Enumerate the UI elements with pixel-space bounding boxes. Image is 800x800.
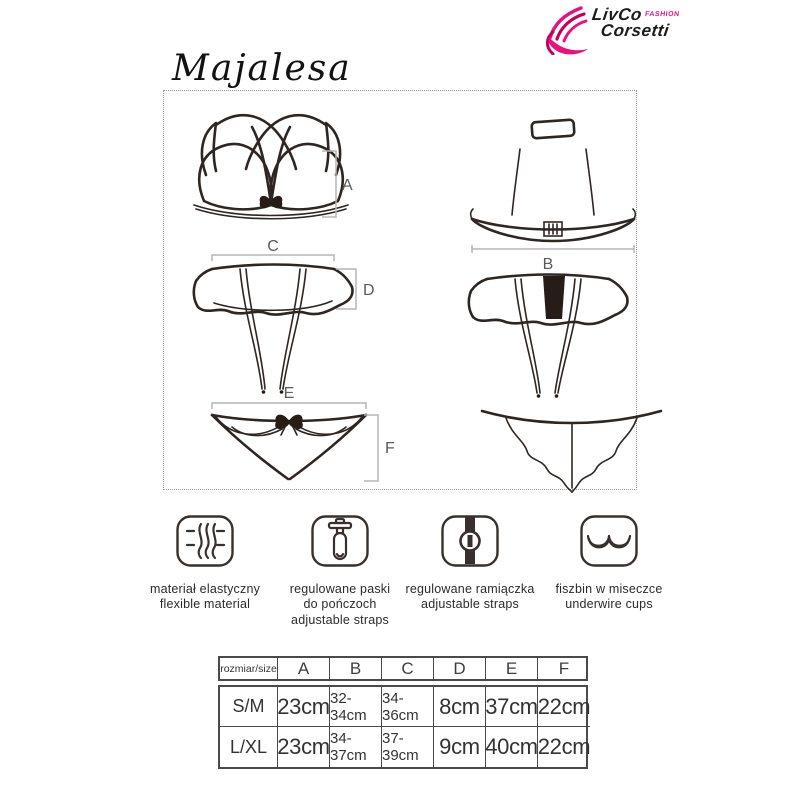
header-cell-c: C xyxy=(382,658,434,679)
row-lxl-f: 22cm xyxy=(537,734,591,759)
feature-caption-line: flexible material xyxy=(159,597,251,612)
size-table-header xyxy=(218,656,588,681)
brand-name-bottom: Corsetti xyxy=(599,21,671,40)
measure-label-f: F xyxy=(385,440,395,457)
feature-caption-line: fiszbin w miseczce xyxy=(555,582,663,596)
row-sm-f: 22cm xyxy=(538,687,590,727)
feature-caption-line: regulowane ramiączka xyxy=(405,582,535,596)
header-cell-d: D xyxy=(434,658,486,679)
feature-underwire-cups xyxy=(523,514,695,613)
header-cell-e: E xyxy=(486,658,538,679)
row-lxl-a: 23cm xyxy=(278,727,330,767)
panties-front-drawing xyxy=(186,385,401,491)
row-sm-c: 34-36cm xyxy=(382,687,434,727)
size-table xyxy=(218,656,591,769)
measure-label-e: E xyxy=(283,385,295,402)
feature-caption-line: adjustable straps xyxy=(291,612,389,627)
measure-label-a: A xyxy=(342,177,353,194)
header-cell-f: F xyxy=(558,658,570,678)
header-cell-b: B xyxy=(330,658,382,679)
size-table-body xyxy=(218,685,591,769)
row-sm-a: 23cm xyxy=(278,687,330,727)
bra-back-drawing xyxy=(464,115,644,271)
measure-label-b: B xyxy=(542,256,554,273)
row-lxl-b: 34-37cm xyxy=(330,727,382,767)
product-title: Majalesa xyxy=(172,48,352,89)
underwire-cups-icon xyxy=(579,514,639,568)
header-cell-size: rozmiar/size xyxy=(220,658,278,679)
diagram-box xyxy=(163,90,637,490)
row-sm-e: 37cm xyxy=(486,687,538,727)
measure-label-d: D xyxy=(363,282,375,299)
panties-back-drawing xyxy=(464,391,679,493)
feature-caption-line: regulowane paski xyxy=(289,582,391,596)
logo-swoosh-icon xyxy=(543,5,589,55)
brand-name-fashion: FASHION xyxy=(644,11,681,18)
bra-front-drawing xyxy=(186,105,398,253)
row-lxl-d: 9cm xyxy=(434,727,486,767)
header-cell-a: A xyxy=(278,658,330,679)
row-lxl-c: 37-39cm xyxy=(382,727,434,767)
row-lxl-e: 40cm xyxy=(486,727,538,767)
measure-label-c: C xyxy=(267,238,279,255)
feature-caption-line: do pończoch xyxy=(303,597,377,612)
row-sm-size: S/M xyxy=(220,687,278,727)
feature-caption-line: adjustable straps xyxy=(421,597,519,612)
row-lxl-size: L/XL xyxy=(220,727,278,767)
garter-belt-back-drawing xyxy=(459,253,674,403)
garter-belt-front-drawing xyxy=(184,238,399,401)
brand-name xyxy=(588,5,680,41)
row-sm-b: 32-34cm xyxy=(330,687,382,727)
feature-caption-line: underwire cups xyxy=(565,597,653,612)
feature-caption-line: materiał elastyczny xyxy=(149,582,261,596)
adjustable-straps-icon xyxy=(440,514,500,568)
row-sm-d: 8cm xyxy=(434,687,486,727)
brand-name-top: LivCo xyxy=(590,5,644,24)
elastic-material-icon xyxy=(175,514,235,568)
brand-logo xyxy=(543,5,693,55)
garter-straps-icon xyxy=(310,514,370,568)
